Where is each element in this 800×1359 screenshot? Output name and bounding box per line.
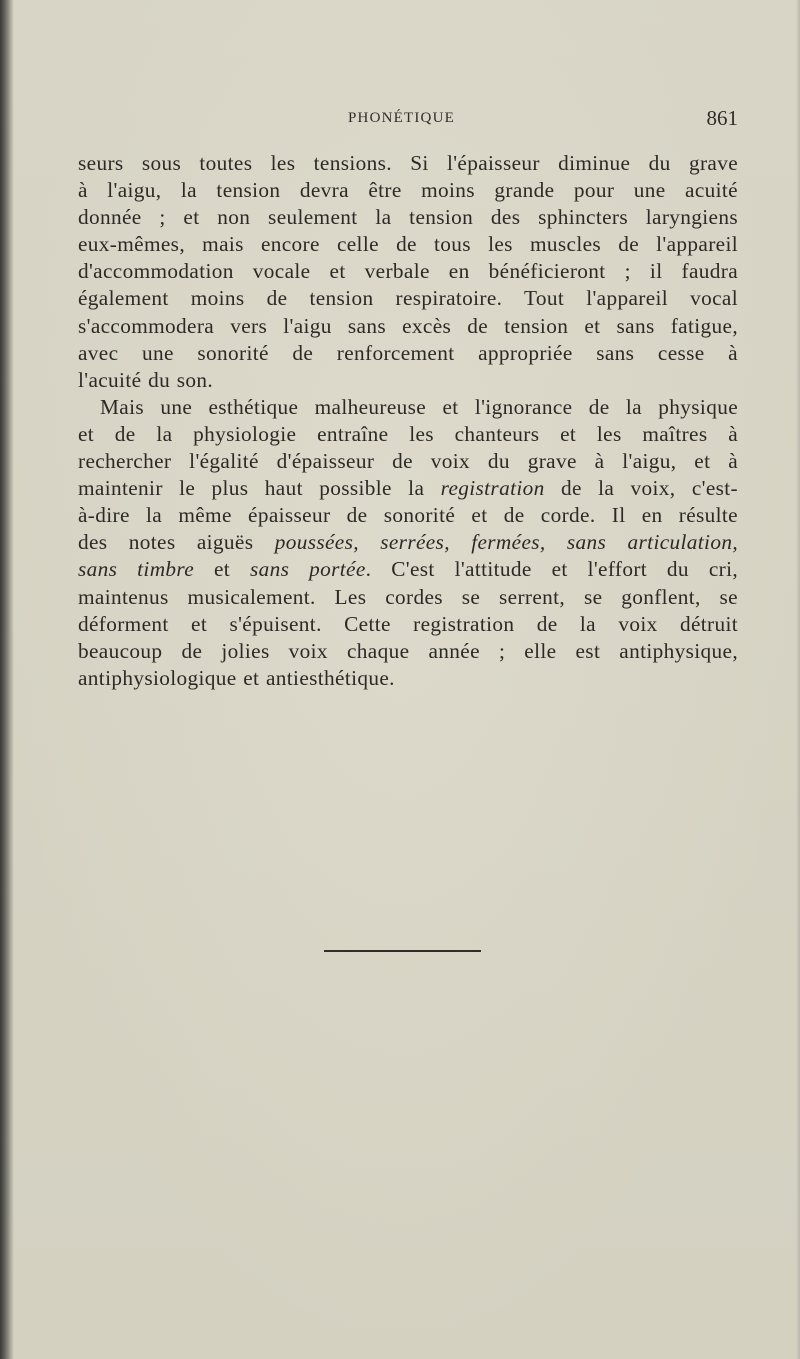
text-line: avec une sonorité de renforcement appropriée sans cesse à: [78, 340, 738, 365]
text-line: également moins de tension respiratoire. Tout l'appareil vocal: [78, 286, 738, 311]
body-text: [78, 150, 738, 692]
text-line: l'acuité du son.: [78, 367, 214, 392]
section-end-rule: [324, 950, 481, 952]
text-line: [78, 556, 738, 583]
page-number: 861: [706, 106, 738, 130]
text-run: . C'est l'attitude et l'effort du cri,: [365, 557, 739, 582]
text-line: antiphysiologique et antiesthétique.: [78, 665, 395, 690]
page-binding-edge: [0, 0, 14, 1359]
text-line: rechercher l'égalité d'épaisseur de voix du grave à l'aigu, et à: [78, 449, 738, 474]
text-line: à l'aigu, la tension devra être moins grande pour une acuité: [78, 178, 738, 203]
text-run: et: [194, 557, 250, 582]
page-right-edge: [796, 0, 800, 1359]
running-header: [78, 106, 738, 134]
italic-terms: poussées, serrées, fermées, sans articulation,: [274, 530, 738, 555]
running-title: PHONÉTIQUE: [348, 110, 455, 126]
text-line: à-dire la même épaisseur de sonorité et de corde. Il en résulte: [78, 503, 738, 528]
text-line: déforment et s'épuisent. Cette registration de la voix détruit: [78, 611, 738, 636]
text-line: seurs sous toutes les tensions. Si l'épaisseur diminue du grave: [78, 151, 738, 175]
text-line: maintenus musicalement. Les cordes se serrent, se gonflent, se: [78, 584, 738, 609]
text-line: et de la physiologie entraîne les chanteurs et les maîtres à: [78, 421, 738, 446]
text-run: des notes aiguës: [78, 530, 275, 555]
text-line: eux-mêmes, mais encore celle de tous les muscles de l'appareil: [78, 232, 738, 257]
text-line: Mais une esthétique malheureuse et l'ignorance de la physique: [100, 394, 738, 419]
text-line: beaucoup de jolies voix chaque année ; elle est antiphysique,: [78, 638, 738, 663]
text-line: d'accommodation vocale et verbale en bénéficieront ; il faudra: [78, 259, 738, 284]
text-line: [78, 475, 738, 502]
italic-term: sans portée: [249, 557, 366, 582]
text-run: de la voix, c'est-: [544, 476, 738, 501]
text-line: s'accommodera vers l'aigu sans excès de tension et sans fatigue,: [78, 313, 738, 338]
italic-term: sans timbre: [78, 557, 195, 582]
text-run: maintenir le plus haut possible la: [78, 476, 441, 501]
text-line: donnée ; et non seulement la tension des sphincters laryngiens: [78, 205, 738, 230]
text-line: [78, 529, 738, 556]
italic-term: registration: [440, 476, 545, 501]
